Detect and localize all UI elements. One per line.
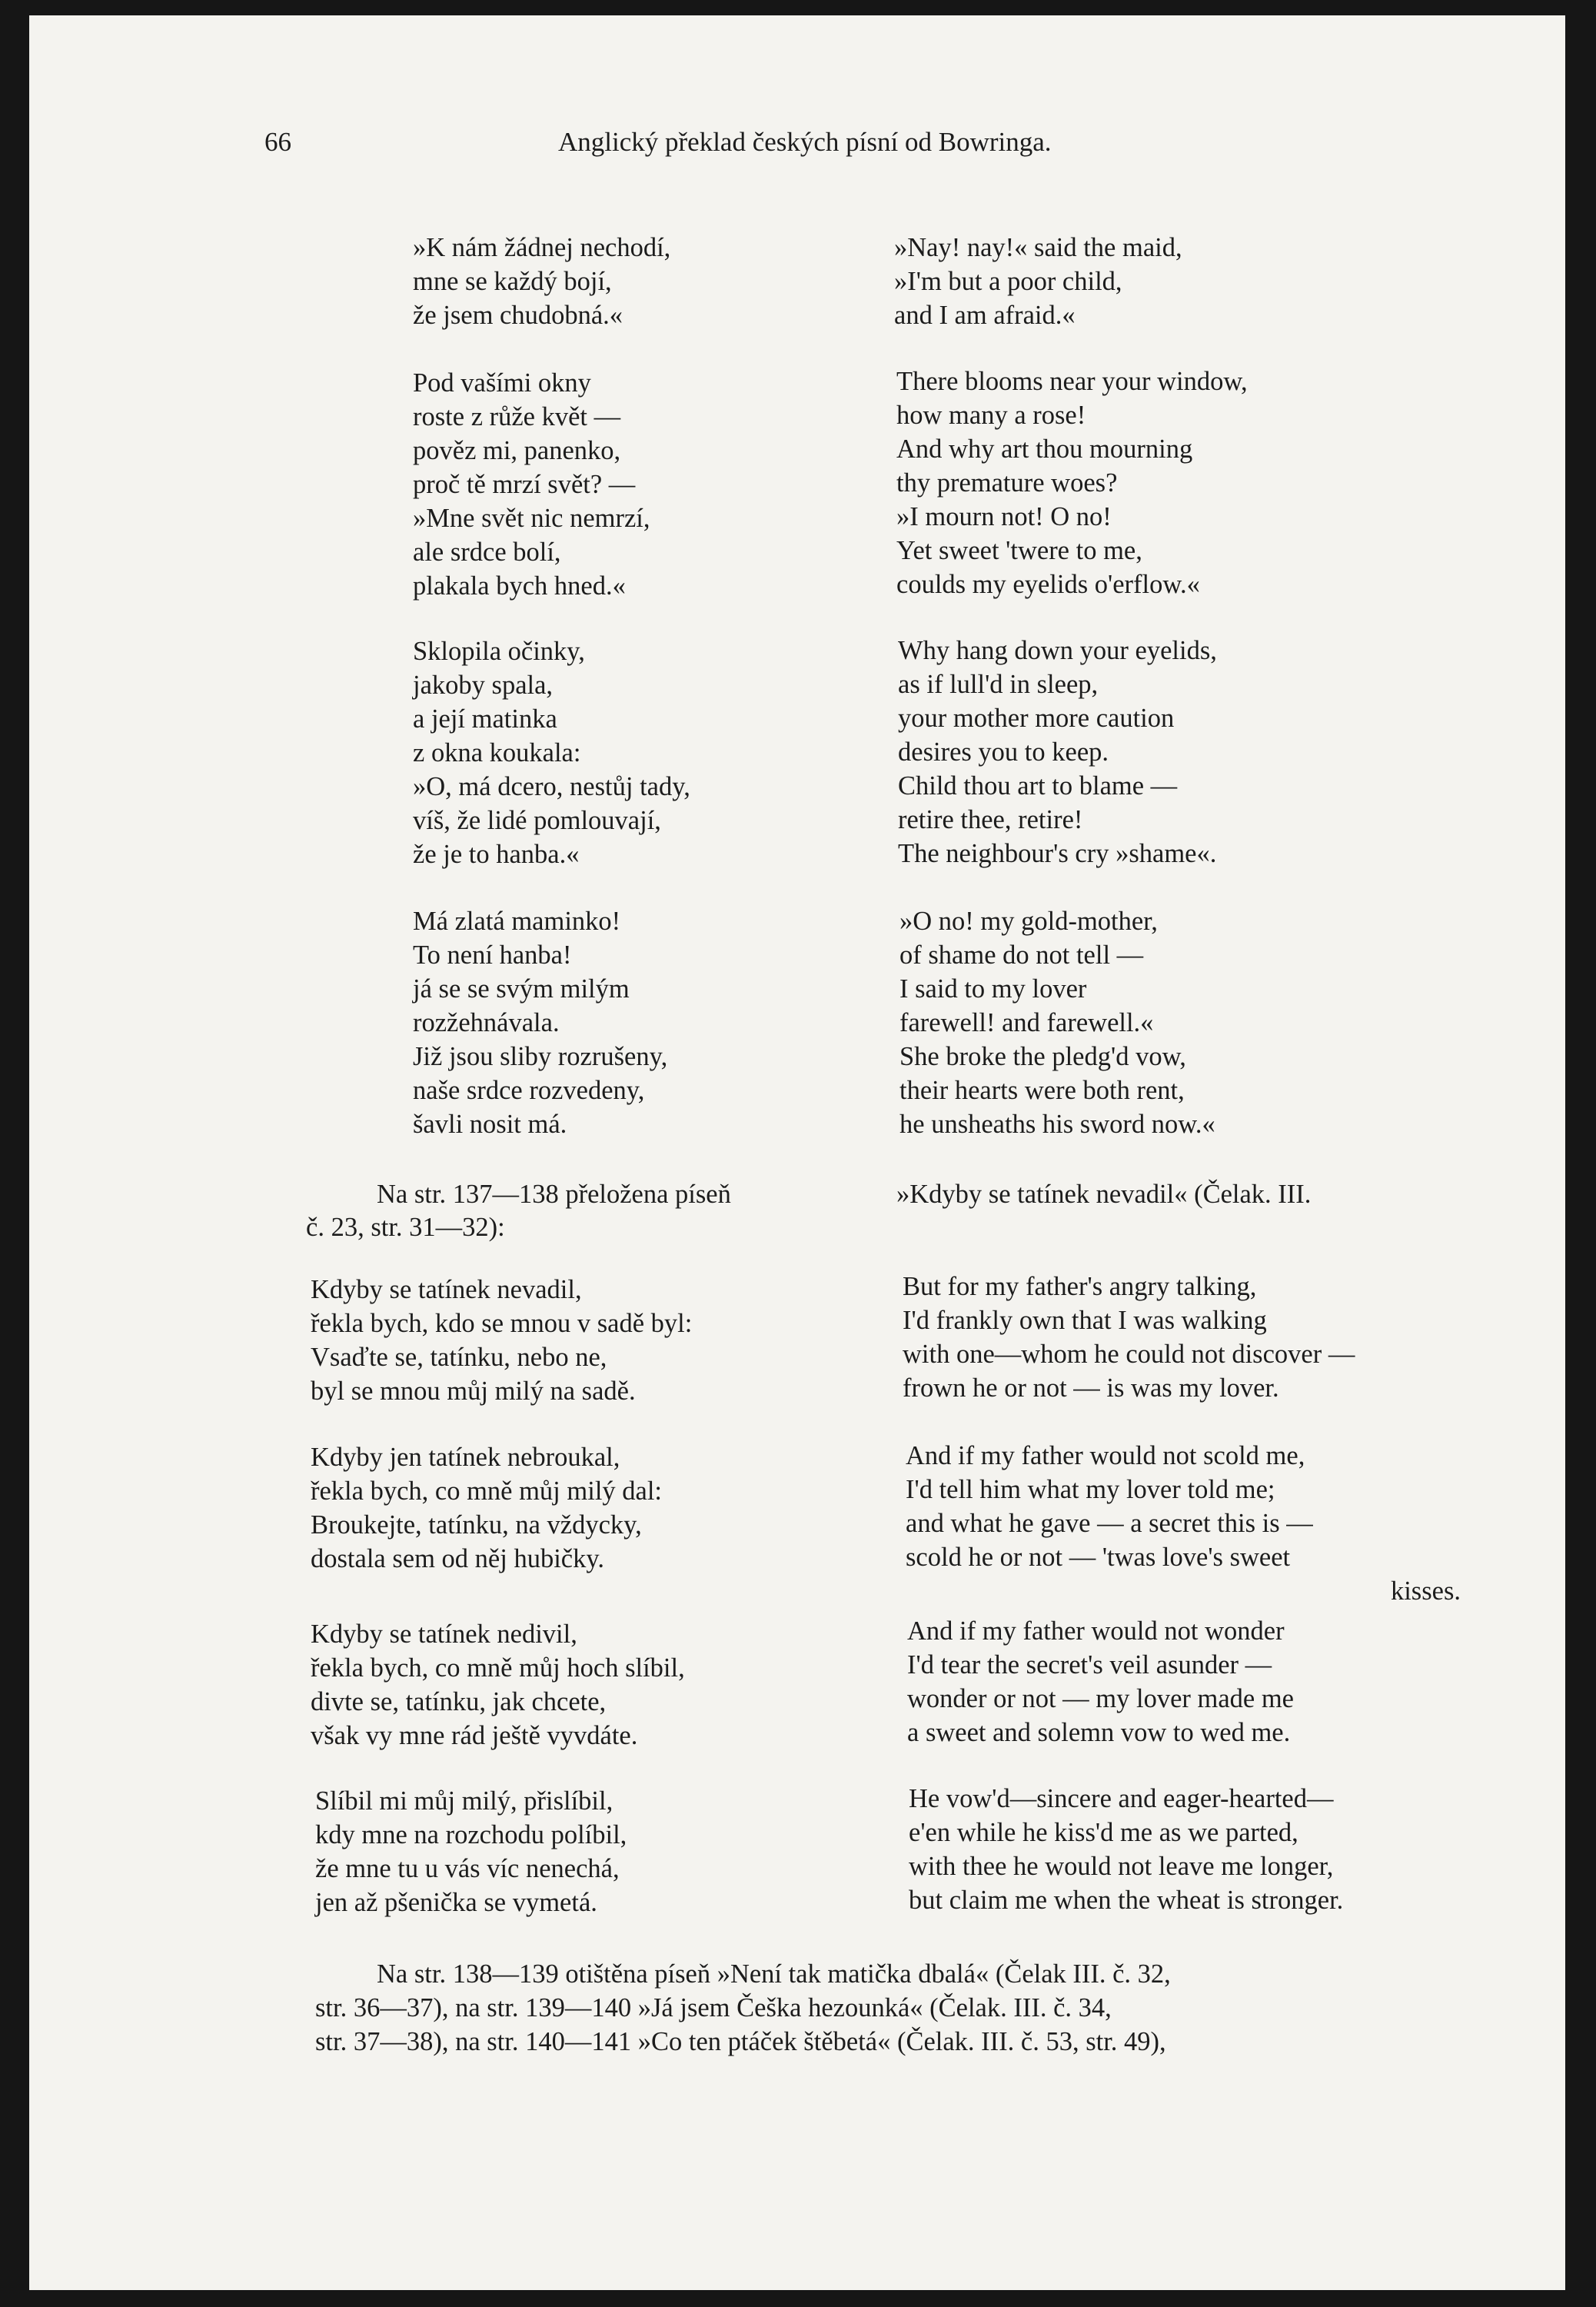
verse-line: Child thou art to blame — [898, 771, 1178, 801]
verse-line: »Mne svět nic nemrzí, [413, 504, 650, 533]
verse-line: dostala sem od něj hubičky. [311, 1544, 604, 1573]
verse-line-continuation: kisses. [1390, 1576, 1461, 1606]
verse-line: Yet sweet 'twere to me, [896, 536, 1142, 565]
verse-line: their hearts were both rent, [899, 1076, 1185, 1105]
verse-line: of shame do not tell — [899, 940, 1144, 970]
verse-line: thy premature woes? [896, 468, 1118, 498]
verse-line: plakala bych hned.« [413, 571, 626, 601]
verse-line: But for my father's angry talking, [903, 1272, 1257, 1301]
verse-line: byl se mnou můj milý na sadě. [311, 1377, 636, 1406]
czech-stanza [413, 634, 690, 871]
verse-line: And if my father would not wonder [907, 1616, 1285, 1646]
closing-paragraph-line: Na str. 138—139 otištěna píseň »Není tak matička dbalá« (Čelak III. č. 32, [377, 1959, 1171, 1989]
verse-line: Broukejte, tatínku, na vždycky, [311, 1510, 642, 1540]
verse-line: řekla bych, co mně můj hoch slíbil, [311, 1653, 685, 1683]
book-page [29, 15, 1565, 2290]
verse-line: Vsaďte se, tatínku, nebo ne, [311, 1343, 607, 1372]
verse-line: The neighbour's cry »shame«. [898, 839, 1217, 868]
verse-line: divte se, tatínku, jak chcete, [311, 1687, 607, 1716]
verse-line: Kdyby se tatínek nedivil, [311, 1620, 577, 1649]
english-stanza [898, 634, 1217, 871]
verse-line: Kdyby se tatínek nevadil, [311, 1275, 582, 1304]
verse-line: farewell! and farewell.« [899, 1008, 1154, 1037]
closing-paragraph-line: str. 37—38), na str. 140—141 »Co ten ptáček štěbetá« (Čelak. III. č. 53, str. 49), [315, 2027, 1166, 2056]
verse-line: šavli nosit má. [413, 1110, 567, 1139]
verse-line: I said to my lover [899, 974, 1087, 1004]
verse-line: z okna koukala: [413, 738, 581, 767]
verse-line: e'en while he kiss'd me as we parted, [909, 1818, 1298, 1847]
verse-line: jen až pšenička se vymetá. [315, 1888, 597, 1917]
verse-line: mne se každý bojí, [413, 267, 612, 296]
verse-line: And why art thou mourning [896, 434, 1193, 464]
verse-line: »O no! my gold-mother, [899, 907, 1158, 936]
verse-line: Má zlatá maminko! [413, 907, 621, 936]
czech-stanza [315, 1784, 627, 1919]
verse-line: There blooms near your window, [896, 367, 1248, 396]
english-stanza [903, 1270, 1355, 1405]
english-stanza [907, 1614, 1294, 1749]
verse-line: pověz mi, panenko, [413, 436, 621, 465]
czech-stanza [311, 1440, 662, 1576]
song-reference: »Kdyby se tatínek nevadil« (Čelak. III. [896, 1180, 1312, 1209]
verse-line: že jsem chudobná.« [413, 301, 623, 330]
verse-line: He vow'd—sincere and eager-hearted— [909, 1784, 1334, 1813]
verse-line: že je to hanba.« [413, 840, 580, 869]
verse-line: Sklopila očinky, [413, 637, 585, 666]
verse-line: how many a rose! [896, 401, 1086, 430]
verse-line: že mne tu u vás víc nenechá, [315, 1854, 620, 1883]
verse-line: »Nay! nay!« said the maid, [894, 233, 1182, 262]
verse-line: »I mourn not! O no! [896, 502, 1112, 531]
verse-line: coulds my eyelids o'erflow.« [896, 570, 1200, 599]
verse-line: řekla bych, co mně můj milý dal: [311, 1476, 663, 1506]
verse-line: frown he or not — is was my lover. [903, 1373, 1279, 1403]
verse-line: and what he gave — a secret this is — [906, 1509, 1313, 1538]
verse-line: as if lull'd in sleep, [898, 670, 1099, 699]
verse-line: proč tě mrzí svět? — [413, 470, 636, 499]
verse-line: Slíbil mi můj milý, přislíbil, [315, 1786, 613, 1816]
verse-line: »O, má dcero, nestůj tady, [413, 772, 690, 801]
verse-line: »K nám žádnej nechodí, [413, 233, 671, 262]
verse-line: rozžehnávala. [413, 1008, 560, 1037]
verse-line: a její matinka [413, 704, 557, 734]
intro-text: Na str. 137—138 přeložena píseň [377, 1180, 731, 1209]
czech-stanza [413, 231, 670, 332]
verse-line: retire thee, retire! [898, 805, 1083, 834]
verse-line: řekla bych, kdo se mnou v sadě byl: [311, 1309, 693, 1338]
verse-line: Why hang down your eyelids, [898, 636, 1217, 665]
verse-line: I'd tell him what my lover told me; [906, 1475, 1275, 1504]
czech-stanza [311, 1273, 692, 1408]
verse-line: Kdyby jen tatínek nebroukal, [311, 1443, 620, 1472]
verse-line: roste z růže květ — [413, 402, 621, 431]
english-stanza [894, 231, 1182, 332]
czech-stanza [413, 366, 650, 603]
page-number: 66 [264, 127, 291, 157]
verse-line: but claim me when the wheat is stronger. [909, 1886, 1344, 1915]
verse-line: kdy mne na rozchodu políbil, [315, 1820, 627, 1849]
czech-stanza [311, 1617, 685, 1753]
verse-line: naše srdce rozvedeny, [413, 1076, 645, 1105]
verse-line: jakoby spala, [413, 671, 554, 700]
verse-line: with one—whom he could not discover — [903, 1340, 1355, 1369]
verse-line: And if my father would not scold me, [906, 1441, 1305, 1470]
verse-line: »I'm but a poor child, [894, 267, 1122, 296]
running-title: Anglický překlad českých písní od Bowringa. [558, 127, 1052, 157]
czech-stanza [413, 904, 667, 1141]
verse-line: já se se svým milým [413, 974, 630, 1004]
intro-text: č. 23, str. 31—32): [306, 1213, 505, 1242]
english-stanza [909, 1782, 1343, 1917]
verse-line: and I am afraid.« [894, 301, 1076, 330]
verse-line: a sweet and solemn vow to wed me. [907, 1718, 1291, 1747]
verse-line: I'd tear the secret's veil asunder — [907, 1650, 1272, 1679]
english-stanza [896, 365, 1248, 601]
verse-line: To není hanba! [413, 940, 572, 970]
english-stanza [899, 904, 1215, 1141]
verse-line: desires you to keep. [898, 737, 1109, 767]
verse-line: však vy mne rád ještě vyvdáte. [311, 1721, 638, 1750]
verse-line: wonder or not — my lover made me [907, 1684, 1294, 1713]
verse-line: your mother more caution [898, 704, 1175, 733]
verse-line: Již jsou sliby rozrušeny, [413, 1042, 668, 1071]
english-stanza [906, 1439, 1461, 1608]
verse-line: Pod vašími okny [413, 368, 591, 398]
verse-line: ale srdce bolí, [413, 538, 561, 567]
verse-line: scold he or not — 'twas love's sweet [906, 1543, 1291, 1572]
verse-line: with thee he would not leave me longer, [909, 1852, 1334, 1881]
verse-line: I'd frankly own that I was walking [903, 1306, 1267, 1335]
verse-line: he unsheaths his sword now.« [899, 1110, 1215, 1139]
verse-line: She broke the pledg'd vow, [899, 1042, 1186, 1071]
verse-line: víš, že lidé pomlouvají, [413, 806, 661, 835]
closing-paragraph-line: str. 36—37), na str. 139—140 »Já jsem Češka hezounká« (Čelak. III. č. 34, [315, 1993, 1112, 2022]
